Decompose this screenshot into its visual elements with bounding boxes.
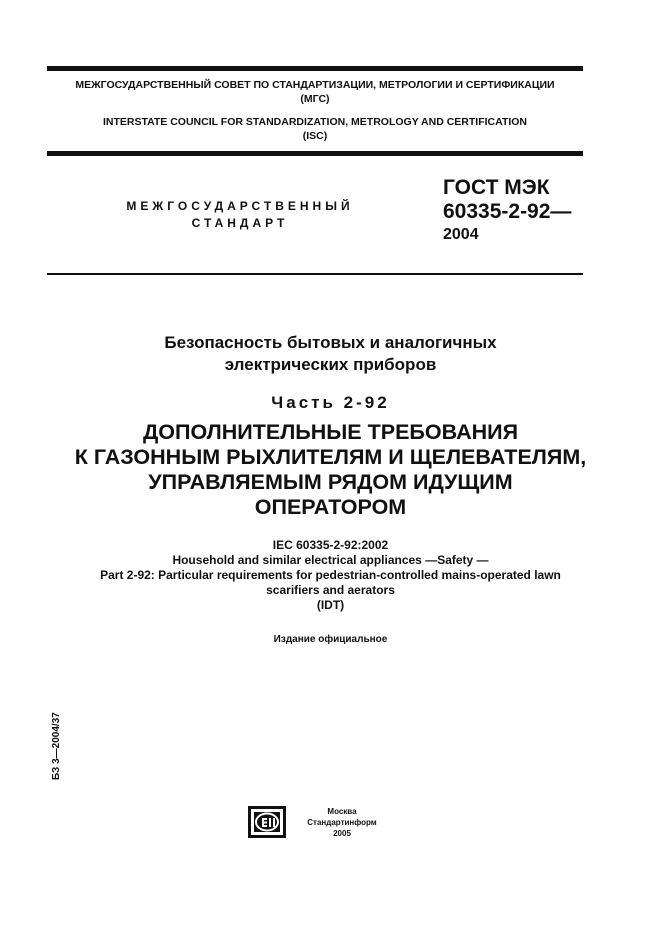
council-name-ru: МЕЖГОСУДАРСТВЕННЫЙ СОВЕТ ПО СТАНДАРТИЗАЦИИ, МЕТРОЛОГИИ И СЕРТИФИКАЦИИ xyxy=(75,79,555,91)
main-title-line2: К ГАЗОННЫМ РЫХЛИТЕЛЯМ И ЩЕЛЕВАТЕЛЯМ, xyxy=(74,445,587,469)
subtitle-ru-line1: Безопасность бытовых и аналогичных xyxy=(164,333,497,352)
standartinform-logo-icon xyxy=(248,806,286,838)
main-title-line3: УПРАВЛЯЕМЫМ РЯДОМ ИДУЩИМ xyxy=(148,470,513,494)
publisher-year: 2005 xyxy=(333,829,351,838)
identical-marker: (IDT) xyxy=(316,598,345,612)
subtitle-ru-line2: электрических приборов xyxy=(224,355,437,374)
council-bottom-rule xyxy=(47,151,583,156)
part-number: Часть 2-92 xyxy=(271,393,390,412)
vertical-catalog-code: БЗ 3—2004/37 xyxy=(51,712,62,780)
main-title-ru xyxy=(0,420,661,520)
council-abbr-ru: (МГС) xyxy=(300,93,330,105)
designation-line2: 60335-2-92— xyxy=(443,200,572,223)
standard-type-line2: СТАНДАРТ xyxy=(191,216,289,230)
title-en-line1: Household and similar electrical appliances —Safety — xyxy=(172,553,489,567)
title-en xyxy=(0,538,661,613)
publisher-block xyxy=(292,806,392,839)
main-title-line4: ОПЕРАТОРОМ xyxy=(254,495,407,519)
standard-designation xyxy=(443,176,571,246)
top-thick-rule xyxy=(47,66,583,71)
main-title-line1: ДОПОЛНИТЕЛЬНЫЕ ТРЕБОВАНИЯ xyxy=(142,420,519,444)
council-abbr-en: (ISC) xyxy=(302,130,328,142)
publisher-name: Стандартинформ xyxy=(307,818,377,827)
publisher-city: Москва xyxy=(327,807,357,816)
council-header xyxy=(47,78,583,143)
designation-line1: ГОСТ МЭК xyxy=(443,176,550,199)
designation-bottom-rule xyxy=(47,273,583,275)
iec-reference: IEC 60335-2-92:2002 xyxy=(272,538,389,552)
subtitle-ru xyxy=(0,332,661,376)
official-edition: Издание официальное xyxy=(273,634,388,645)
standard-type xyxy=(90,198,390,232)
standard-type-line1: МЕЖГОСУДАРСТВЕННЫЙ xyxy=(126,199,354,213)
title-en-line2: Part 2-92: Particular requirements for pedestrian-controlled mains-operated lawn xyxy=(100,568,561,582)
council-name-en: INTERSTATE COUNCIL FOR STANDARDIZATION, METROLOGY AND CERTIFICATION xyxy=(102,116,528,128)
designation-line3: 2004 xyxy=(443,226,479,243)
title-en-line3: scarifiers and aerators xyxy=(266,583,395,597)
